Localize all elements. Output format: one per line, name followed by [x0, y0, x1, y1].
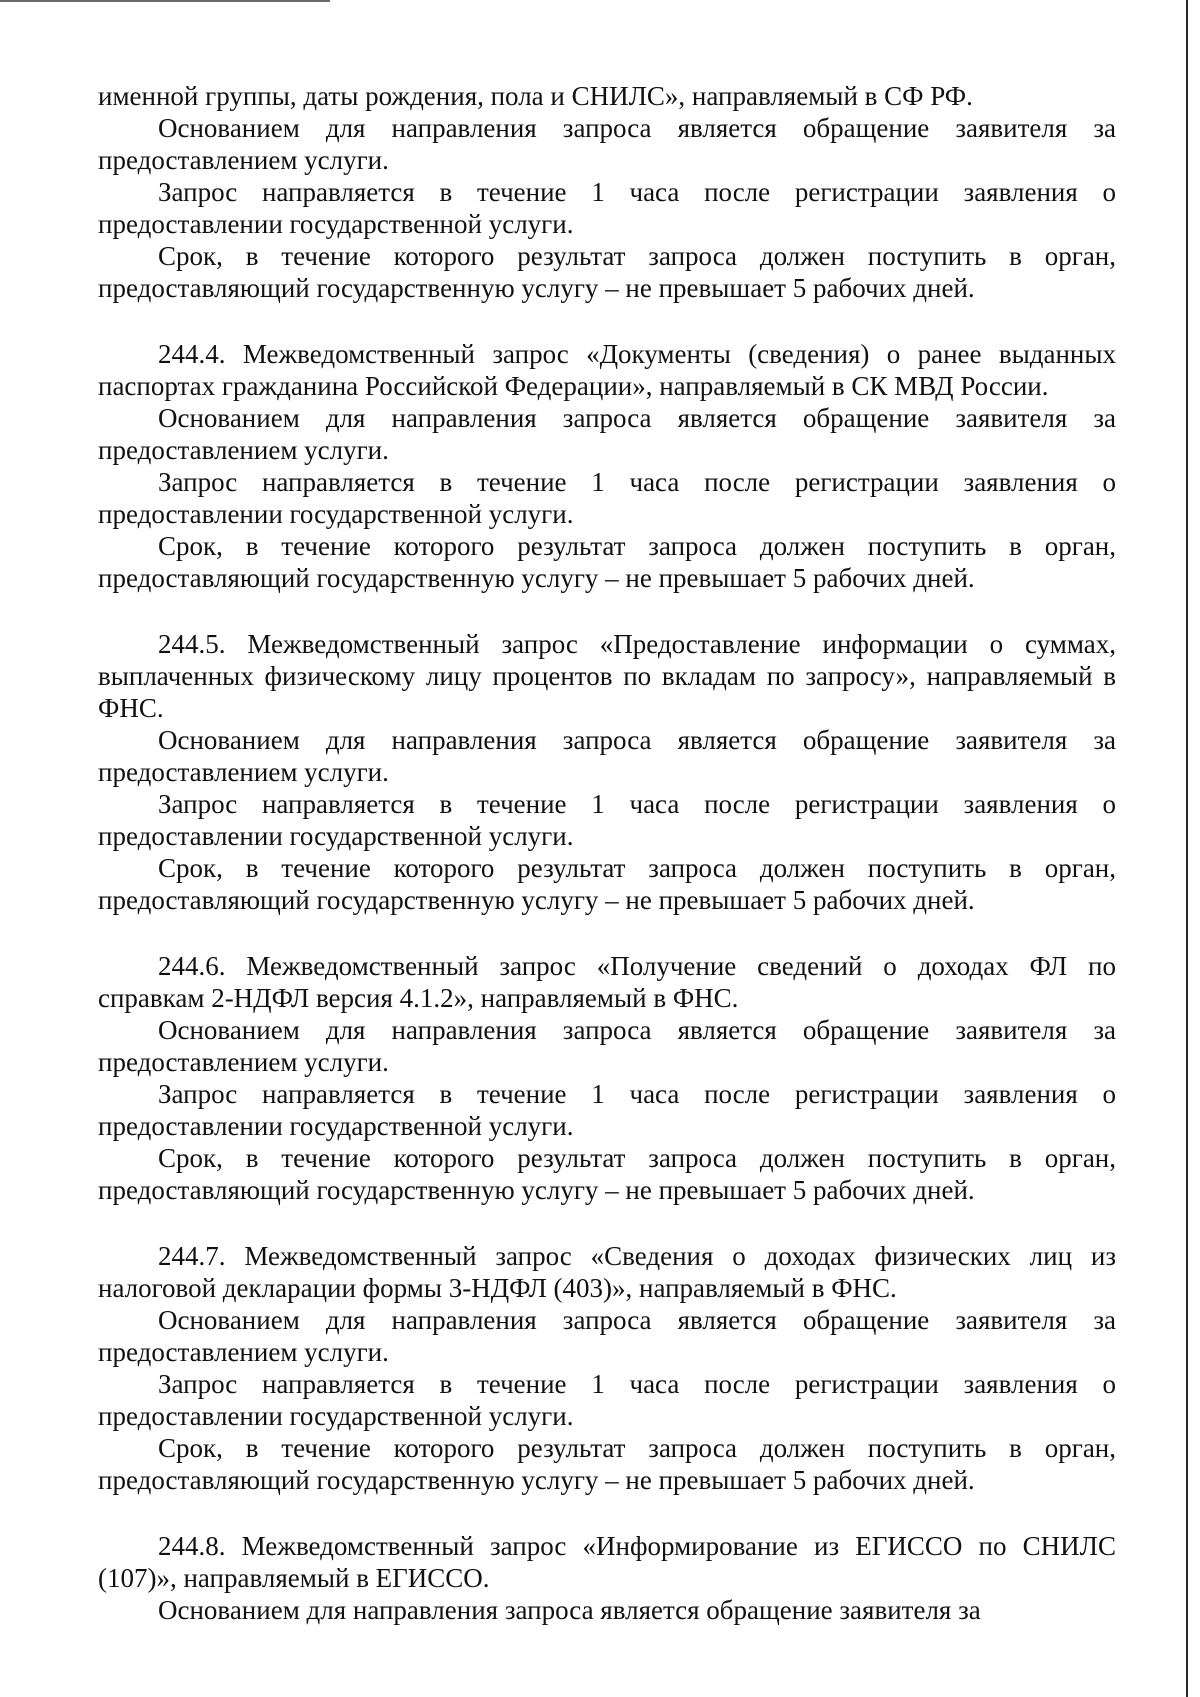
deadline-paragraph: Срок, в течение которого результат запроса должен поступить в орган, предоставляющий государственную услугу – не превышает 5 рабочих дней.: [98, 1143, 1116, 1205]
basis-paragraph: Основанием для направления запроса является обращение заявителя за предоставлением услуги.: [98, 1305, 1116, 1367]
scan-right-edge: [1186, 0, 1188, 1697]
basis-paragraph: Основанием для направления запроса является обращение заявителя за предоставлением услуги.: [98, 1015, 1116, 1077]
basis-paragraph: Основанием для направления запроса является обращение заявителя за предоставлением услуги.: [98, 403, 1116, 465]
section-heading: 244.8. Межведомственный запрос «Информирование из ЕГИССО по СНИЛС (107)», направляемый в ЕГИССО.: [98, 1531, 1116, 1593]
basis-paragraph: Основанием для направления запроса является обращение заявителя за предоставлением услуги.: [98, 725, 1116, 787]
deadline-paragraph: Срок, в течение которого результат запроса должен поступить в орган, предоставляющий государственную услугу – не превышает 5 рабочих дней.: [98, 241, 1116, 303]
section-244-4: [98, 338, 1116, 594]
top-edge-rule: [0, 0, 330, 2]
section-heading: 244.5. Межведомственный запрос «Предоставление информации о суммах, выплаченных физическому лицу процентов по вкладам по запросу», направляемый в ФНС.: [98, 629, 1116, 723]
intro-block: [98, 80, 1116, 304]
timing-paragraph: Запрос направляется в течение 1 часа после регистрации заявления о предоставлении государственной услуги.: [98, 177, 1116, 239]
timing-paragraph: Запрос направляется в течение 1 часа после регистрации заявления о предоставлении государственной услуги.: [98, 789, 1116, 851]
timing-paragraph: Запрос направляется в течение 1 часа после регистрации заявления о предоставлении государственной услуги.: [98, 1079, 1116, 1141]
basis-paragraph: Основанием для направления запроса является обращение заявителя за: [158, 1595, 981, 1625]
timing-paragraph: Запрос направляется в течение 1 часа после регистрации заявления о предоставлении государственной услуги.: [98, 467, 1116, 529]
section-heading: 244.7. Межведомственный запрос «Сведения о доходах физических лиц из налоговой декларации формы 3-НДФЛ (403)», направляемый в ФНС.: [98, 1241, 1116, 1303]
section-heading: 244.4. Межведомственный запрос «Документы (сведения) о ранее выданных паспортах гражданина Российской Федерации», направляемый в СК МВД России.: [98, 339, 1116, 401]
document-body: [98, 80, 1116, 1626]
deadline-paragraph: Срок, в течение которого результат запроса должен поступить в орган, предоставляющий государственную услугу – не превышает 5 рабочих дней.: [98, 531, 1116, 593]
timing-paragraph: Запрос направляется в течение 1 часа после регистрации заявления о предоставлении государственной услуги.: [98, 1369, 1116, 1431]
deadline-paragraph: Срок, в течение которого результат запроса должен поступить в орган, предоставляющий государственную услугу – не превышает 5 рабочих дней.: [98, 853, 1116, 915]
basis-paragraph: Основанием для направления запроса является обращение заявителя за предоставлением услуги.: [98, 113, 1116, 175]
section-244-5: [98, 628, 1116, 916]
deadline-paragraph: Срок, в течение которого результат запроса должен поступить в орган, предоставляющий государственную услугу – не превышает 5 рабочих дней.: [98, 1433, 1116, 1495]
section-244-8: [98, 1530, 1116, 1626]
section-244-7: [98, 1240, 1116, 1496]
section-244-6: [98, 950, 1116, 1206]
section-heading: 244.6. Межведомственный запрос «Получение сведений о доходах ФЛ по справкам 2-НДФЛ версия 4.1.2», направляемый в ФНС.: [98, 951, 1116, 1013]
continued-paragraph: именной группы, даты рождения, пола и СНИЛС», направляемый в СФ РФ.: [98, 81, 973, 111]
